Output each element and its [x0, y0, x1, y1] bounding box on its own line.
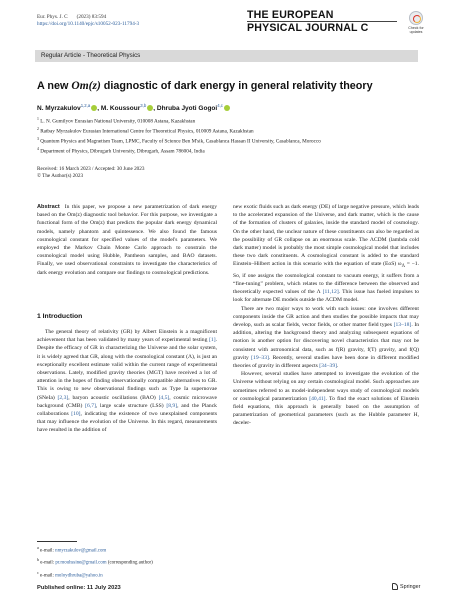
section-heading: 1 Introduction — [37, 313, 83, 320]
email-link[interactable]: moloydhruba@yahoo.in — [55, 573, 103, 579]
springer-logo: Springer — [392, 583, 420, 590]
right-column-text: new exotic fluids such as dark energy (DE) of large negative pressure, which leads to the accelerated expansion of the Universe, and dark matter, which is the cause of the formation of clusters of galaxies, inside the standard model of cosmology. On the other hand, the unclear nature of these constituents can also be regarded as the possibility of GR collapse on an enormous scale. The ΛCDM (lambda cold dark matter) model is probably the most simple cosmological model that includes these two dark constituents. A cosmological constant is added to the standard Einstein–Hilbert action in this scenario with the equation of state (EoS) $\omega_\Lambda = -1$. So, if one assigns the cosmological constant to vacuum energy, it suffers from a “fine-tuning” problem, which relates to the difference between the observed and theoretically expected values of the Λ [11,12]. This issue has fueled impulses to look for alternate DE models outside the ΛCDM model. There are two major ways to work with such issues: one involves different components inside the GR action and then studies the possible impacts that may develop, such as scalar fields, vector fields, or other matter field types [13–18]. In addition, altering the background theory and analyzing subsequent equations of motion is another option for discovering novel characteristics that may not be consistent with astronomical data, such as f(R) gravity, f(T) gravity, and f(Q) gravity [19–33]. Recently, several studies have been done in different modified theories of gravity in different aspects [34–39]. However, several studies have attempted to investigate the evolution of the Universe without relying on any certain cosmological model. Such approaches are sometimes referred to as model-independent ways study of cosmological models or cosmological parametrization [40,41]. To find the exact solutions of Einstein field equations, this approach is generally based on the assumption of parametrization of geometrical parameters (such as the Hubble parameter H, deceler- — [233, 204, 420, 427]
affiliation: $^4$ Department of Physics, Dibrugarh University, Dibrugarh, Assam 786004, India — [37, 147, 205, 155]
article-title: A new Om(z) diagnostic of dark energy in general relativity theory — [37, 80, 373, 92]
abstract — [37, 203, 217, 277]
abstract-text: In this paper, we propose a new parametrization of dark energy based on the Om(z) diagnostic tool behavior. For this purpose, we investigate a functional form of the Om(z) that predicts the popular dark energy dynamical models, namely phantom and quintessence. We also found the famous cosmological constant for specified values of the model's parameters. We employed the Markov Chain Monte Carlo approach to constrain the cosmological model using Hubble, Pantheon samples, and BAO datasets. Finally, we used observational constraints to investigate the characteristics of dark energy evolution and compare our findings to cosmological predictions. — [37, 204, 218, 276]
citation-link[interactable]: [13–18] — [393, 321, 412, 328]
check-for-updates-icon — [409, 11, 423, 25]
received-accepted: Received: 16 March 2023 / Accepted: 30 June 2023 — [37, 166, 145, 172]
citation-link[interactable]: [6,7] — [85, 402, 96, 409]
email-link[interactable]: pr.mouhssine@gmail.com — [55, 560, 107, 566]
check-for-updates-button[interactable]: Check for updates — [404, 11, 428, 37]
citation-link[interactable]: [19–33] — [251, 354, 269, 361]
affiliation-list — [37, 116, 321, 156]
footnote: $^a$ e-mail: nmyrzakulov@gmail.com — [37, 545, 107, 554]
citation-link[interactable]: [4,5] — [158, 394, 170, 401]
citation-link[interactable]: [2,3] — [57, 394, 69, 401]
author-name[interactable]: M. Koussour — [100, 105, 141, 113]
affiliation: $^1$ L. N. Gumilyov Eurasian National University, 010008 Astana, Kazakhstan — [37, 117, 196, 125]
citation-link[interactable]: [34–39] — [319, 362, 337, 369]
orcid-icon[interactable] — [224, 105, 230, 111]
footnote: $^b$ e-mail: pr.mouhssine@gmail.com (corresponding author) — [37, 557, 153, 566]
journal-ref: Eur. Phys. J. C (2023) 83:594 — [37, 14, 107, 20]
citation-link[interactable]: [40,41] — [309, 395, 326, 402]
abstract-label: Abstract — [37, 204, 60, 210]
footnote-divider — [37, 541, 77, 542]
published-date: Published online: 11 July 2023 — [37, 585, 121, 591]
article-category-banner: Regular Article - Theoretical Physics — [35, 50, 418, 62]
journal-logo: THE EUROPEAN PHYSICAL JOURNAL C — [247, 9, 397, 39]
affiliation: $^3$ Quantum Physics and Magnetism Team, LPMC, Faculty of Science Ben M'sik, Casablanca Hassan II University, Casablanca, Morocco — [37, 137, 321, 145]
author-name[interactable]: Dhruba Jyoti Gogoi — [156, 105, 218, 113]
copyright: © The Author(s) 2023 — [37, 173, 84, 180]
footnotes — [37, 544, 153, 581]
doi-link[interactable]: https://doi.org/10.1140/epjc/s10052-023-11794-3 — [37, 21, 140, 27]
citation-link[interactable]: [10] — [71, 411, 81, 418]
citation-link[interactable]: [8,9] — [166, 402, 178, 409]
intro-paragraph: The general theory of relativity (GR) by Albert Einstein is a magnificent achievement that has been validated by many years of experimental testing [1]. Despite the efficacy of GR in characterizing the Universe and the solar system, it is widely agreed that GR, along with the cosmological constant (Λ), is just an exceptionally excellent estimate valid within the current range of experimental observations. Lately, modified gravity theories (MGT) have received a lot of attention in the hopes of finding observationally compatible alternatives to GR. This is owing to new observational findings such as Type Ia supernovae (SNeIa) [2,3], baryon acoustic oscillations (BAO) [4,5], cosmic microwave background (CMB) [6,7], large scale structure (LSS) [8,9], and the Planck collaborations [10], indicating the existence of two unexplained components that may influence the evolution of the Universe. In this regard, measurements have resulted in the addition of — [37, 329, 218, 434]
article-dates — [37, 166, 144, 181]
journal-meta — [37, 14, 139, 28]
author-list: N. Myrzakulov$^{1,2,a}$ , M. Koussour$^{3,b}$ , Dhruba Jyoti Gogoi$^{4,c}$ — [37, 103, 230, 112]
citation-link[interactable]: [11,12] — [322, 289, 339, 296]
affiliation: $^2$ Ratbay Myrzakulov Eurasian International Centre for Theoretical Physics, 010009 Astana, Kazakhstan — [37, 127, 254, 135]
orcid-icon[interactable] — [91, 105, 97, 111]
footnote: $^c$ e-mail: moloydhruba@yahoo.in — [37, 569, 103, 579]
orcid-icon[interactable] — [147, 105, 153, 111]
springer-horse-icon — [392, 583, 398, 590]
citation-link[interactable]: [1] — [209, 337, 216, 344]
email-link[interactable]: nmyrzakulov@gmail.com — [55, 548, 107, 554]
author-name[interactable]: N. Myrzakulov — [37, 105, 81, 113]
